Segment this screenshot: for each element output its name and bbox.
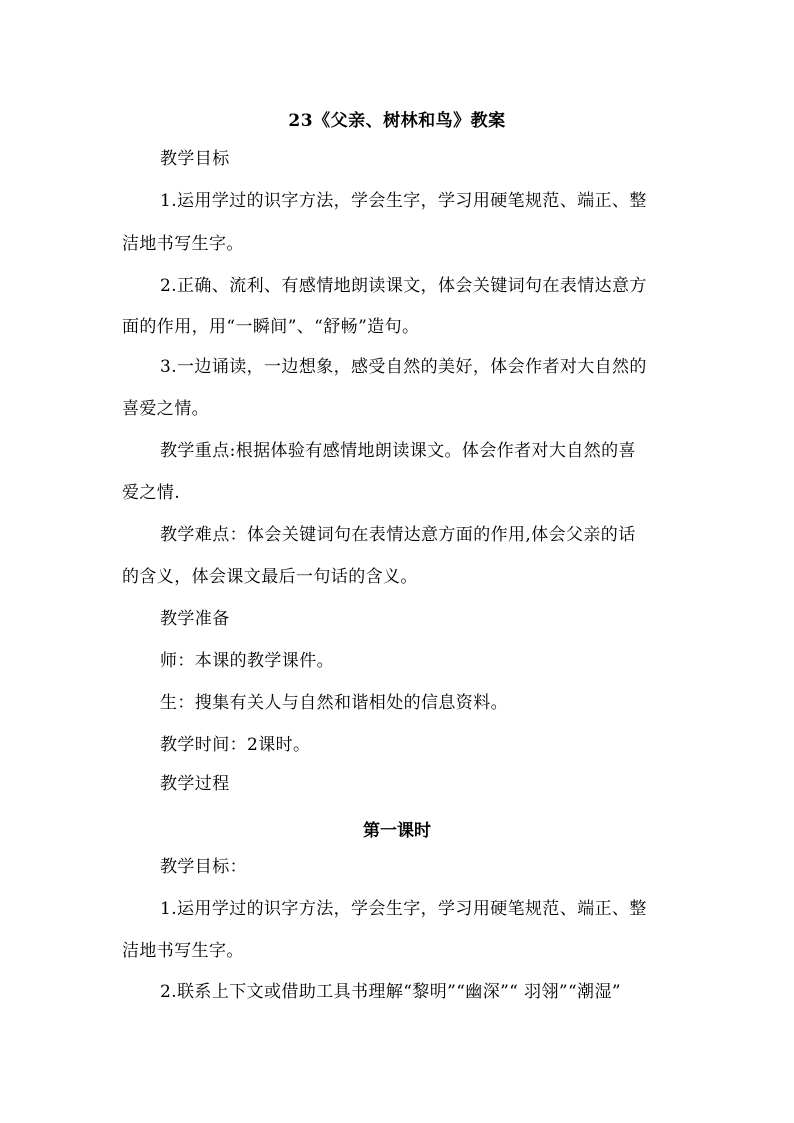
difficult-points-line-1: 教学难点：体会关键词句在表情达意方面的作用,体会父亲的话 bbox=[160, 525, 636, 545]
goal-1-line-2: 洁地书写生字。 bbox=[122, 234, 244, 254]
key-points-line-2: 爱之情. bbox=[122, 483, 181, 503]
section-heading-first-lesson: 第一课时 bbox=[363, 821, 431, 841]
goal-3-line-2: 喜爱之情。 bbox=[122, 399, 209, 419]
goal-2-line-2: 面的作用，用“一瞬间”、“舒畅”造句。 bbox=[122, 317, 420, 337]
document-title: 23《父亲、树林和鸟》教案 bbox=[288, 111, 506, 131]
teaching-time: 教学时间：2课时。 bbox=[160, 735, 311, 755]
key-points-line-1: 教学重点:根据体验有感情地朗读课文。体会作者对大自然的喜 bbox=[160, 441, 636, 461]
goal-1-line-1: 1.运用学过的识字方法，学会生字，学习用硬笔规范、端正、整 bbox=[160, 191, 647, 211]
student-preparation: 生：搜集有关人与自然和谐相处的信息资料。 bbox=[160, 693, 508, 713]
section-goal-1-line-1: 1.运用学过的识字方法，学会生字，学习用硬笔规范、端正、整 bbox=[160, 899, 647, 919]
heading-teaching-preparation: 教学准备 bbox=[160, 609, 230, 629]
teacher-preparation: 师：本课的教学课件。 bbox=[160, 651, 334, 671]
heading-teaching-process: 教学过程 bbox=[160, 774, 230, 794]
section-goal-2-line-1: 2.联系上下文或借助工具书理解“黎明”“幽深”“ 羽翎”“潮湿” bbox=[160, 982, 621, 1002]
section-goal-1-line-2: 洁地书写生字。 bbox=[122, 941, 244, 961]
section-heading-goals: 教学目标： bbox=[160, 857, 247, 877]
difficult-points-line-2: 的含义，体会课文最后一句话的含义。 bbox=[122, 567, 418, 587]
heading-teaching-goals: 教学目标 bbox=[160, 149, 230, 169]
goal-2-line-1: 2.正确、流利、有感情地朗读课文，体会关键词句在表情达意方 bbox=[160, 276, 647, 296]
goal-3-line-1: 3.一边诵读，一边想象，感受自然的美好，体会作者对大自然的 bbox=[160, 357, 647, 377]
